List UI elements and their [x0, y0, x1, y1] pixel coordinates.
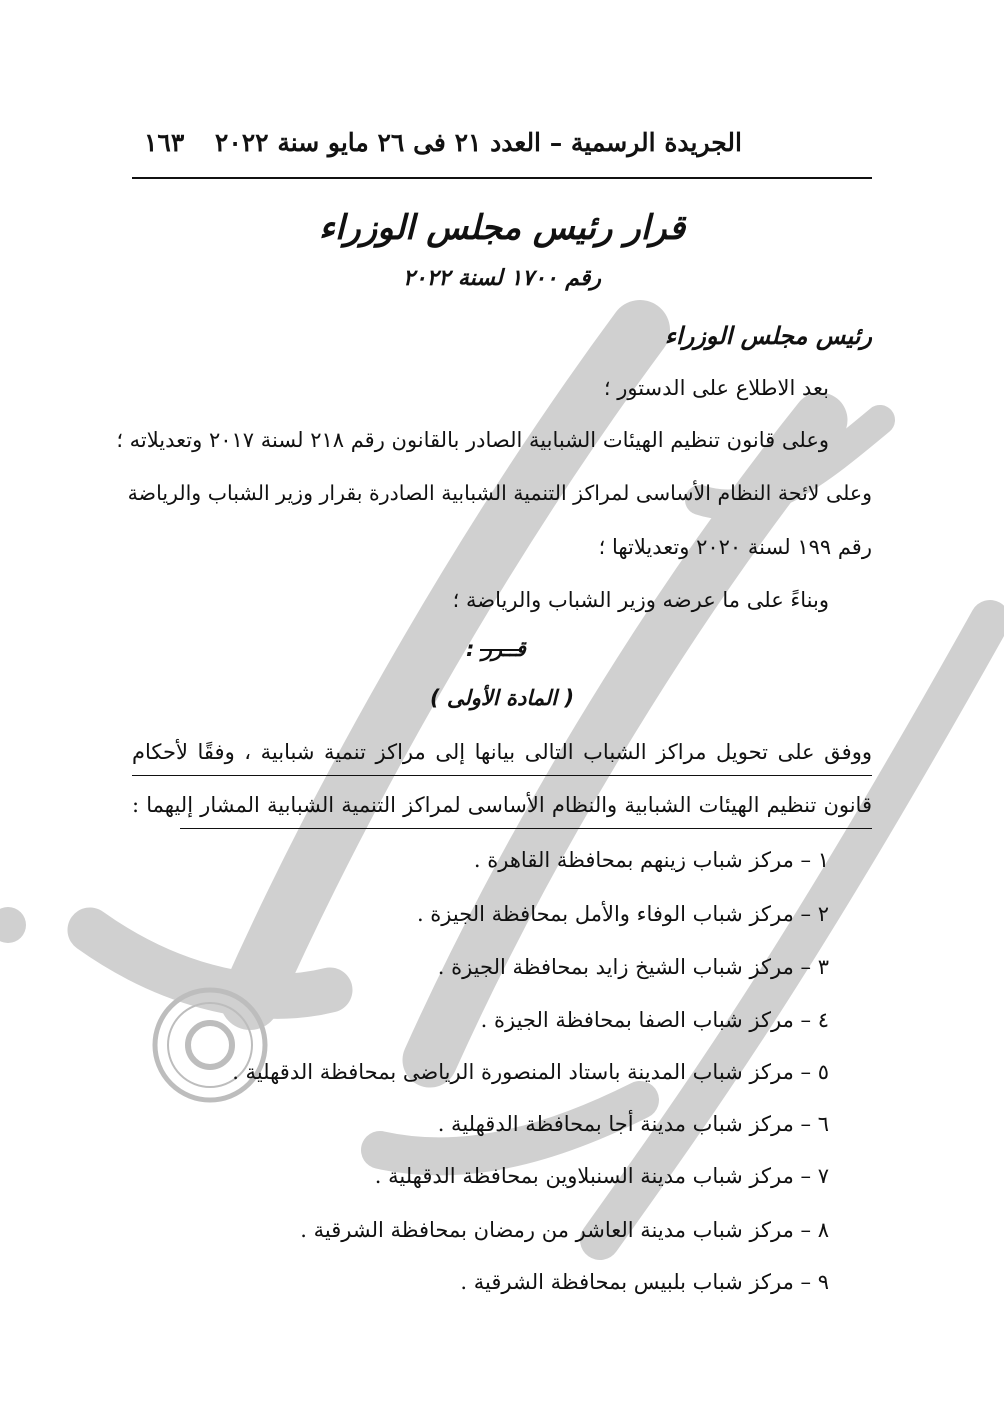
list-item: ٩ – مركز شباب بلبيس بمحافظة الشرقية . — [460, 1270, 829, 1294]
issuer-heading: رئيس مجلس الوزراء — [664, 322, 872, 350]
preamble-line: رقم ١٩٩ لسنة ٢٠٢٠ وتعديلاتها ؛ — [598, 535, 872, 559]
article-text-line: ووفق على تحويل مراكز الشباب التالى بيانها إلى مراكز تنمية شبابية ، وفقًا لأحكام — [132, 740, 872, 764]
preamble-line: وعلى لائحة النظام الأساسى لمراكز التنمية الشبابية الصادرة بقرار وزير الشباب والرياضة — [127, 481, 872, 505]
list-item: ٨ – مركز شباب مدينة العاشر من رمضان بمحافظة الشرقية . — [300, 1218, 829, 1242]
article-rule — [132, 775, 872, 776]
article-text-line: قانون تنظيم الهيئات الشبابية والنظام الأساسى لمراكز التنمية الشبابية المشار إليهما : — [132, 793, 872, 817]
page-header — [132, 128, 872, 168]
decree-title: قرار رئيس مجلس الوزراء — [318, 208, 686, 248]
list-item: ١ – مركز شباب زينهم بمحافظة القاهرة . — [473, 848, 829, 872]
list-item: ٤ – مركز شباب الصفا بمحافظة الجيزة . — [480, 1008, 829, 1032]
list-item: ٣ – مركز شباب الشيخ زايد بمحافظة الجيزة . — [437, 955, 829, 979]
decree-number: رقم ١٧٠٠ لسنة ٢٠٢٢ — [402, 266, 602, 291]
article-rule — [180, 828, 872, 829]
decision-label — [466, 637, 526, 661]
decision-label-text: قــرر : — [466, 637, 526, 661]
header-rule — [132, 177, 872, 179]
preamble-line: بعد الاطلاع على الدستور ؛ — [603, 376, 829, 400]
list-item: ٧ – مركز شباب مدينة السنبلاوين بمحافظة الدقهلية . — [374, 1164, 829, 1188]
preamble-line: وعلى قانون تنظيم الهيئات الشبابية الصادر بالقانون رقم ٢١٨ لسنة ٢٠١٧ وتعديلاته ؛ — [116, 428, 829, 452]
preamble-line: وبناءً على ما عرضه وزير الشباب والرياضة ؛ — [452, 588, 829, 612]
article-heading: ( المادة الأولى ) — [429, 686, 575, 710]
page-number: ١٦٣ — [144, 128, 185, 157]
list-item: ٢ – مركز شباب الوفاء والأمل بمحافظة الجيزة . — [416, 902, 829, 926]
list-item: ٦ – مركز شباب مدينة أجا بمحافظة الدقهلية . — [437, 1112, 829, 1136]
decision-label-bar — [480, 649, 522, 651]
list-item: ٥ – مركز شباب المدينة باستاد المنصورة الرياضى بمحافظة الدقهلية . — [232, 1060, 829, 1084]
running-title: الجريدة الرسمية – العدد ٢١ فى ٢٦ مايو سنة ٢٠٢٢ — [214, 128, 742, 157]
